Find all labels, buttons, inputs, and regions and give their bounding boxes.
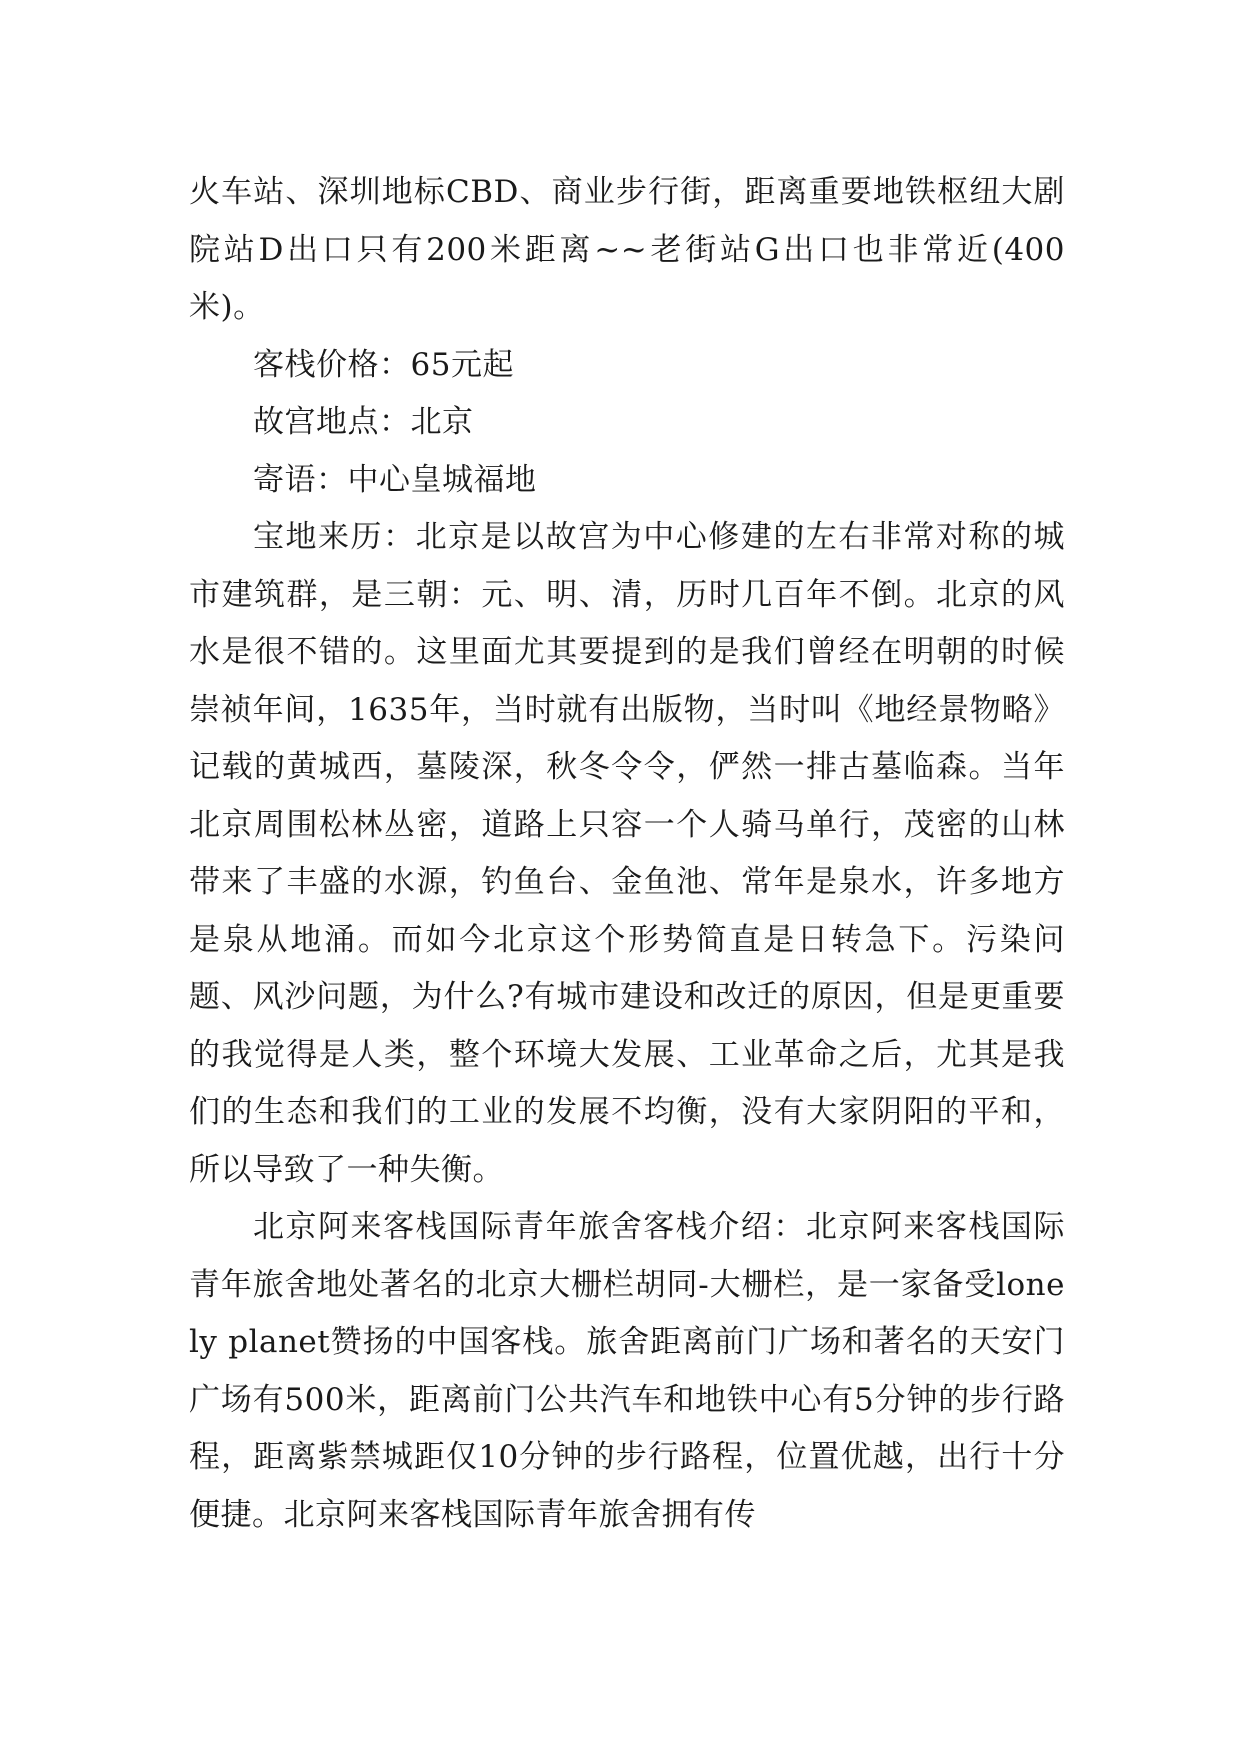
document-body xyxy=(189,164,1065,1544)
paragraph-message: 寄语：中心皇城福地 xyxy=(253,461,537,498)
paragraph-palace-location: 故宫地点：北京 xyxy=(253,404,474,440)
paragraph-inn-price: 客栈价格：65元起 xyxy=(253,346,514,383)
paragraph-location-intro: 火车站、深圳地标CBD、商业步行街，距离重要地铁枢纽大剧院站D出口只有200米距离~~老街站G出口也非常近(400米)。 xyxy=(189,174,1065,325)
paragraph-history: 宝地来历：北京是以故宫为中心修建的左右非常对称的城市建筑群，是三朝：元、明、清，历时几百年不倒。北京的风水是很不错的。这里面尤其要提到的是我们曾经在明朝的时候崇祯年间，1635年，当时就有出版物，当时叫《地经景物略》记载的黄城西，墓陵深，秋冬令令，俨然一排古墓临森。当年北京周围松林丛密，道路上只容一个人骑马单行，茂密的山林带来了丰盛的水源，钓鱼台、金鱼池、常年是泉水，许多地方是泉从地涌。而如今北京这个形势简直是日转急下。污染问题、风沙问题，为什么?有城市建设和改迁的原因，但是更重要的我觉得是人类，整个环境大发展、工业革命之后，尤其是我们的生态和我们的工业的发展不均衡，没有大家阴阳的平和，所以导致了一种失衡。 xyxy=(189,519,1065,1188)
paragraph-hostel-intro: 北京阿来客栈国际青年旅舍客栈介绍：北京阿来客栈国际青年旅舍地处著名的北京大栅栏胡同-大栅栏，是一家备受lonely planet赞扬的中国客栈。旅舍距离前门广场和著名的天安门广场有500米，距离前门公共汽车和地铁中心有5分钟的步行路程，距离紫禁城距仅10分钟的步行路程，位置优越，出行十分便捷。北京阿来客栈国际青年旅舍拥有传 xyxy=(189,1209,1065,1533)
